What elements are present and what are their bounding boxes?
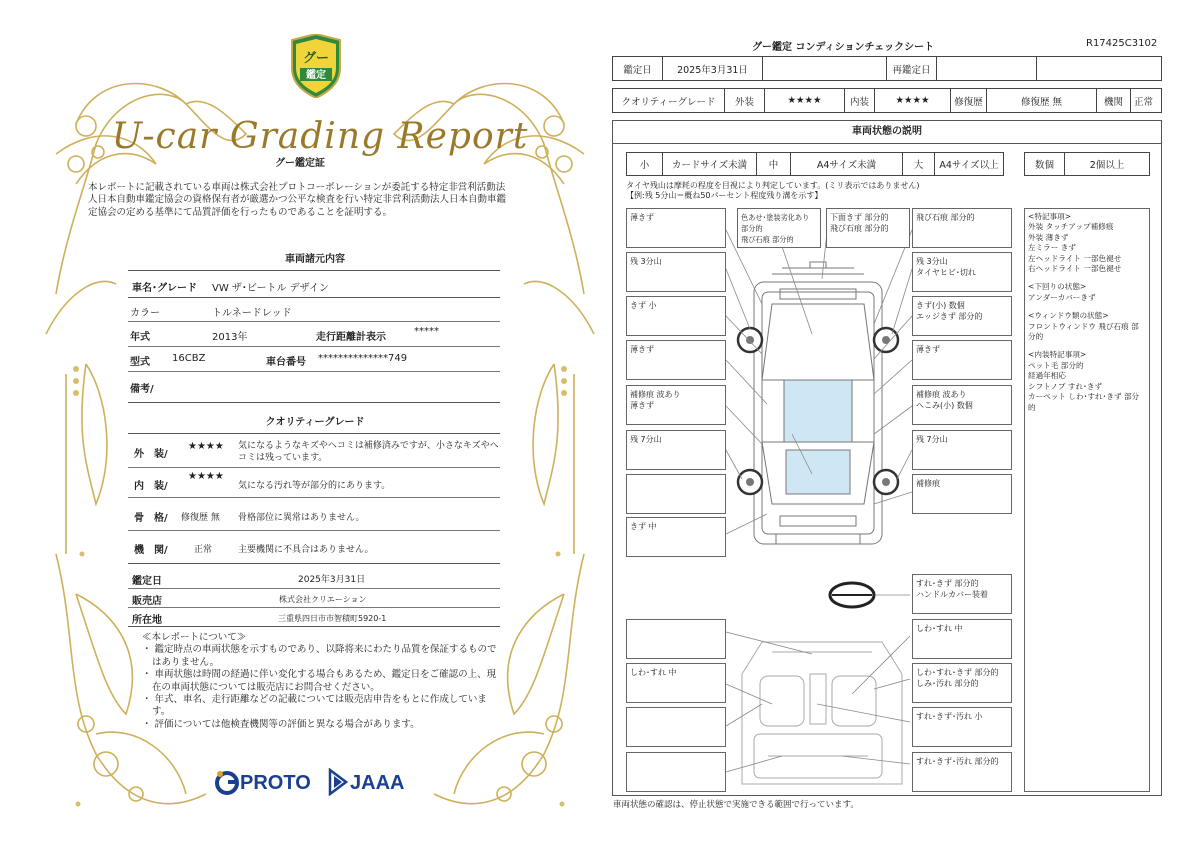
- special-notes-line: 左ヘッドライト 一部色褪せ: [1028, 253, 1122, 263]
- report-note-item: ・ 年式、車名、走行距離などの記載については販売店申告をもとに作成しています。: [142, 694, 487, 718]
- badge-text-top: グー: [302, 51, 330, 66]
- date-label-cell: 鑑定日: [613, 57, 663, 80]
- count-label: 数個: [1025, 153, 1065, 175]
- row-divider: [128, 467, 500, 468]
- condition-box: 薄きず: [626, 340, 726, 380]
- empty-cell: [763, 57, 887, 80]
- quality-label-cell: クオリティーグレード: [613, 89, 725, 112]
- special-notes-block: [1028, 212, 1146, 274]
- reappraisal-value-cell: [937, 57, 1037, 80]
- condition-box: すれ･きず･汚れ 部分的: [912, 752, 1012, 792]
- condition-box: 残 7分山: [626, 430, 726, 470]
- model-code-label: 型式: [130, 357, 150, 368]
- row-divider: [128, 497, 500, 498]
- exterior-stars: ★★★★: [188, 441, 224, 452]
- size-small-desc: カードサイズ未満: [663, 153, 757, 175]
- special-notes-line: 右ヘッドライト 一部色褪せ: [1028, 264, 1122, 274]
- condition-box: 補修痕 波あり 薄きず: [626, 385, 726, 425]
- goo-appraisal-badge-logo: [288, 34, 344, 98]
- interior-stars-cell: ★★★★: [875, 89, 951, 112]
- exterior-label-cell: 外装: [725, 89, 765, 112]
- row-divider: [128, 433, 500, 434]
- car-name-value: VW ザ･ビートル デザイン: [212, 283, 329, 294]
- row-divider: [128, 297, 500, 298]
- badge-text-bottom: 鑑定: [306, 70, 326, 81]
- special-notes-line: アンダーカバーきず: [1028, 292, 1096, 302]
- row-divider: [128, 321, 500, 322]
- year-value: 2013年: [212, 332, 248, 343]
- condition-box: すれ･きず 部分的 ハンドルカバー装着: [912, 574, 1012, 614]
- frame-description: 骨格部位に異常はありません。: [238, 513, 365, 523]
- jaaa-brand-text: JAAA: [350, 772, 405, 794]
- tire-note: タイヤ残山は摩耗の程度を目視により判定しています。(ミリ表示ではありません): [626, 181, 920, 190]
- certificate-title: グー鑑定証: [275, 158, 325, 169]
- condition-box: きず(小) 数個 エッジきず 部分的: [912, 296, 1012, 336]
- mileage-value: *****: [414, 326, 439, 337]
- footer-note: 車両状態の確認は、停止状態で実施できる範囲で行っています。: [613, 800, 859, 810]
- chassis-number-label: 車台番号: [266, 357, 306, 368]
- special-notes-line: <ウィンドウ類の状態>: [1028, 311, 1109, 321]
- tire-note-example: 【例:残 5分山＝概ね50パーセント程度残り溝を示す】: [626, 191, 823, 200]
- engine-label-cell: 機関: [1097, 89, 1131, 112]
- frame-value: 修復歴 無: [181, 513, 220, 523]
- report-note-item: ・ 鑑定時点の車両状態を示すものであり、以降将来にわたり品質を保証するものではありません。: [142, 644, 497, 668]
- row-divider: [128, 563, 500, 564]
- condition-box: 残 3分山 タイヤヒビ･切れ: [912, 252, 1012, 292]
- special-notes-panel: [1024, 208, 1150, 792]
- report-note-item: ・ 評価については他検査機関等の評価と異なる場合があります。: [142, 718, 420, 730]
- condition-box: すれ･きず･汚れ 小: [912, 707, 1012, 747]
- condition-box: しわ･すれ･きず 部分的 しみ･汚れ 部分的: [912, 663, 1012, 703]
- check-sheet-code: R17425C3102: [1086, 38, 1158, 49]
- condition-box: [626, 619, 726, 659]
- condition-box: 補修痕 波あり へこみ(小) 数個: [912, 385, 1012, 425]
- size-medium-label: 中: [757, 153, 791, 175]
- check-sheet-title: グー鑑定 コンディションチェックシート: [752, 42, 935, 53]
- address-value: 三重県四日市市智積町5920-1: [278, 614, 387, 623]
- reappraisal-label-cell: 再鑑定日: [887, 57, 937, 80]
- appraisal-date-value: 2025年3月31日: [298, 575, 366, 585]
- condition-box: 下面きず 部分的 飛び石痕 部分的: [826, 208, 910, 248]
- condition-box: 補修痕: [912, 474, 1012, 514]
- proto-brand-text: PROTO: [240, 772, 311, 794]
- condition-box: 薄きず: [912, 340, 1012, 380]
- condition-box: 薄きず: [626, 208, 726, 248]
- frame-label: 骨 格/: [134, 513, 168, 524]
- special-notes-line: シフトノブ すれ･きず: [1028, 381, 1103, 391]
- date-value-cell: 2025年3月31日: [663, 57, 763, 80]
- row-divider: [128, 346, 500, 347]
- proto-logo-icon: [214, 770, 240, 796]
- repair-label-cell: 修復歴: [951, 89, 987, 112]
- repair-value-cell: 修復歴 無: [987, 89, 1097, 112]
- remarks-label: 備考/: [130, 384, 154, 395]
- grade-summary-row: [612, 88, 1162, 113]
- special-notes-line: 外装 薄きず: [1028, 232, 1069, 242]
- shop-label: 販売店: [132, 596, 162, 607]
- size-small-label: 小: [627, 153, 663, 175]
- exterior-label: 外 装/: [134, 449, 168, 460]
- special-notes-line: 左ミラー きず: [1028, 243, 1076, 253]
- exterior-stars-cell: ★★★★: [765, 89, 845, 112]
- year-label: 年式: [130, 332, 150, 343]
- condition-box: [626, 752, 726, 792]
- condition-box: [626, 707, 726, 747]
- condition-box: きず 小: [626, 296, 726, 336]
- special-notes-block: [1028, 282, 1146, 303]
- empty-cell: [1037, 57, 1161, 80]
- chassis-number-value: **************749: [318, 353, 408, 364]
- model-code-value: 16CBZ: [172, 353, 206, 364]
- color-value: トルネードレッド: [212, 308, 292, 319]
- size-medium-desc: A4サイズ未満: [791, 153, 903, 175]
- interior-description: 気になる汚れ等が部分的にあります。: [238, 481, 391, 491]
- row-divider: [128, 270, 500, 271]
- special-notes-line: <特記事項>: [1028, 212, 1072, 221]
- row-divider: [128, 588, 500, 589]
- special-notes-line: 経過年相応: [1028, 371, 1066, 381]
- condition-box: 色あせ･塗装劣化あり 部分的 飛び石痕 部分的: [737, 208, 821, 248]
- address-label: 所在地: [132, 615, 162, 626]
- special-notes-line: <内装特記事項>: [1028, 350, 1087, 360]
- condition-box: 残 3分山: [626, 252, 726, 292]
- row-divider: [128, 607, 500, 608]
- special-notes-line: フロントウィンドウ 飛び石痕 部分的: [1028, 321, 1139, 342]
- special-notes-block: [1028, 350, 1146, 412]
- size-large-label: 大: [903, 153, 935, 175]
- exterior-description: 気になるようなキズやヘコミは補修済みですが、小さなキズやヘコミは残っています。: [238, 441, 499, 463]
- car-name-label: 車名･グレード: [132, 283, 197, 294]
- condition-section-title: 車両状態の説明: [612, 120, 1162, 144]
- row-divider: [128, 626, 500, 627]
- interior-stars: ★★★★: [188, 471, 224, 482]
- row-divider: [128, 371, 500, 372]
- special-notes-line: 外装 タッチアップ補修痕: [1028, 222, 1114, 232]
- interior-label-cell: 内装: [845, 89, 875, 112]
- count-desc: 2個以上: [1089, 160, 1125, 171]
- engine-label: 機 関/: [134, 545, 168, 556]
- engine-description: 主要機関に不具合はありません。: [238, 545, 374, 555]
- condition-box: 飛び石痕 部分的: [912, 208, 1012, 248]
- condition-box: しわ･すれ 中: [626, 663, 726, 703]
- appraisal-date-row: [612, 56, 1162, 81]
- color-label: カラー: [130, 308, 160, 319]
- mileage-label: 走行距離計表示: [316, 332, 386, 343]
- row-divider: [128, 402, 500, 403]
- size-large-desc: A4サイズ以上: [939, 160, 999, 171]
- shop-value: 株式会社クリエーション: [279, 595, 367, 604]
- condition-box: きず 中: [626, 517, 726, 557]
- jaaa-logo-icon: [328, 768, 348, 796]
- engine-value-cell: 正常: [1133, 96, 1153, 108]
- certificate-body: 本レポートに記載されている車両は株式会社プロトコーポレーションが委託する特定非営利活動法人日本自動車鑑定協会の資格保有者が厳選かつ公平な検査を行い特定非営利活動法人日本自動車鑑定協会の定める基準にて品質評価を行ったものであることを証明する。: [88, 182, 507, 218]
- row-divider: [128, 530, 500, 531]
- special-notes-line: <下回りの状態>: [1028, 282, 1087, 292]
- specs-section-title: 車両諸元内容: [285, 254, 345, 265]
- report-notes: [140, 632, 500, 731]
- special-notes-line: ペット毛 部分的: [1028, 360, 1084, 370]
- engine-value: 正常: [194, 545, 213, 555]
- condition-box: 残 7分山: [912, 430, 1012, 470]
- appraisal-date-label: 鑑定日: [132, 576, 162, 587]
- quality-section-title: クオリティーグレード: [265, 417, 365, 428]
- special-notes-block: [1028, 311, 1146, 342]
- interior-label: 内 装/: [134, 481, 168, 492]
- report-title: U-car Grading Report: [111, 116, 529, 157]
- condition-box: しわ･すれ 中: [912, 619, 1012, 659]
- count-legend-table: [1024, 152, 1150, 176]
- report-note-item: ・ 車両状態は時間の経過に伴い変化する場合もあるため、鑑定日をご確認の上、現在の車両状態については販売店にお問合せください。: [142, 669, 497, 693]
- condition-box: [626, 474, 726, 514]
- report-notes-heading: ≪本レポートについて≫: [142, 632, 247, 643]
- special-notes-line: カーペット しわ･すれ･きず 部分的: [1028, 392, 1140, 412]
